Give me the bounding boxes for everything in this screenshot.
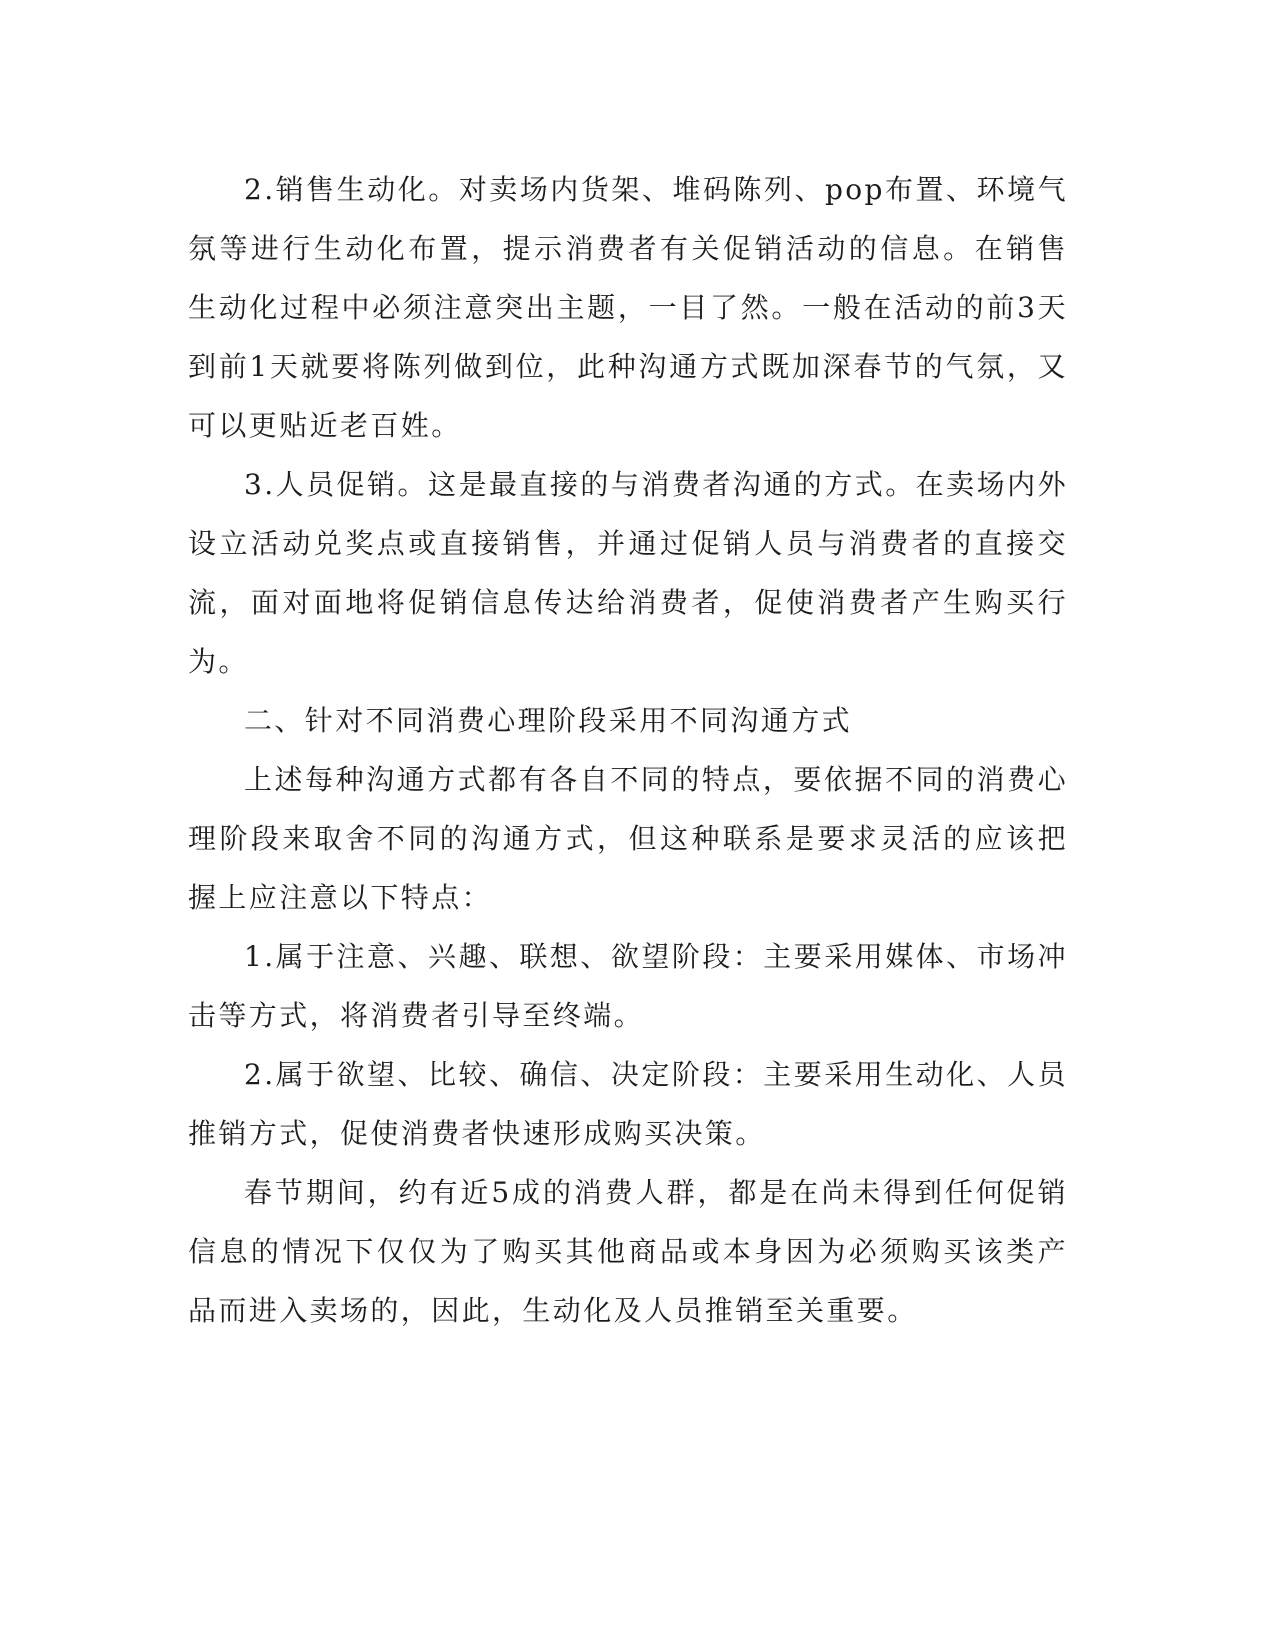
paragraph-spring-festival: 春节期间，约有近5成的消费人群，都是在尚未得到任何促销信息的情况下仅仅为了购买其他商品或本身因为必须购买该类产品而进入卖场的，因此，生动化及人员推销至关重要。 xyxy=(188,1176,1068,1327)
paragraph-personnel-promotion: 3.人员促销。这是最直接的与消费者沟通的方式。在卖场内外设立活动兑奖点或直接销售，并通过促销人员与消费者的直接交流，面对面地将促销信息传达给消费者，促使消费者产生购买行为。 xyxy=(188,468,1068,678)
document-body xyxy=(188,160,1068,1340)
paragraph-stage-two: 2.属于欲望、比较、确信、决定阶段：主要采用生动化、人员推销方式，促使消费者快速形成购买决策。 xyxy=(188,1058,1068,1150)
section-heading: 二、针对不同消费心理阶段采用不同沟通方式 xyxy=(244,704,853,737)
paragraph-sales-vividness: 2.销售生动化。对卖场内货架、堆码陈列、pop布置、环境气氛等进行生动化布置，提示消费者有关促销活动的信息。在销售生动化过程中必须注意突出主题，一目了然。一般在活动的前3天到前1天就要将陈列做到位，此种沟通方式既加深春节的气氛，又可以更贴近老百姓。 xyxy=(188,173,1068,442)
paragraph-communication-methods: 上述每种沟通方式都有各自不同的特点，要依据不同的消费心理阶段来取舍不同的沟通方式，但这种联系是要求灵活的应该把握上应注意以下特点： xyxy=(188,763,1068,914)
paragraph-stage-one: 1.属于注意、兴趣、联想、欲望阶段：主要采用媒体、市场冲击等方式，将消费者引导至终端。 xyxy=(188,940,1068,1032)
